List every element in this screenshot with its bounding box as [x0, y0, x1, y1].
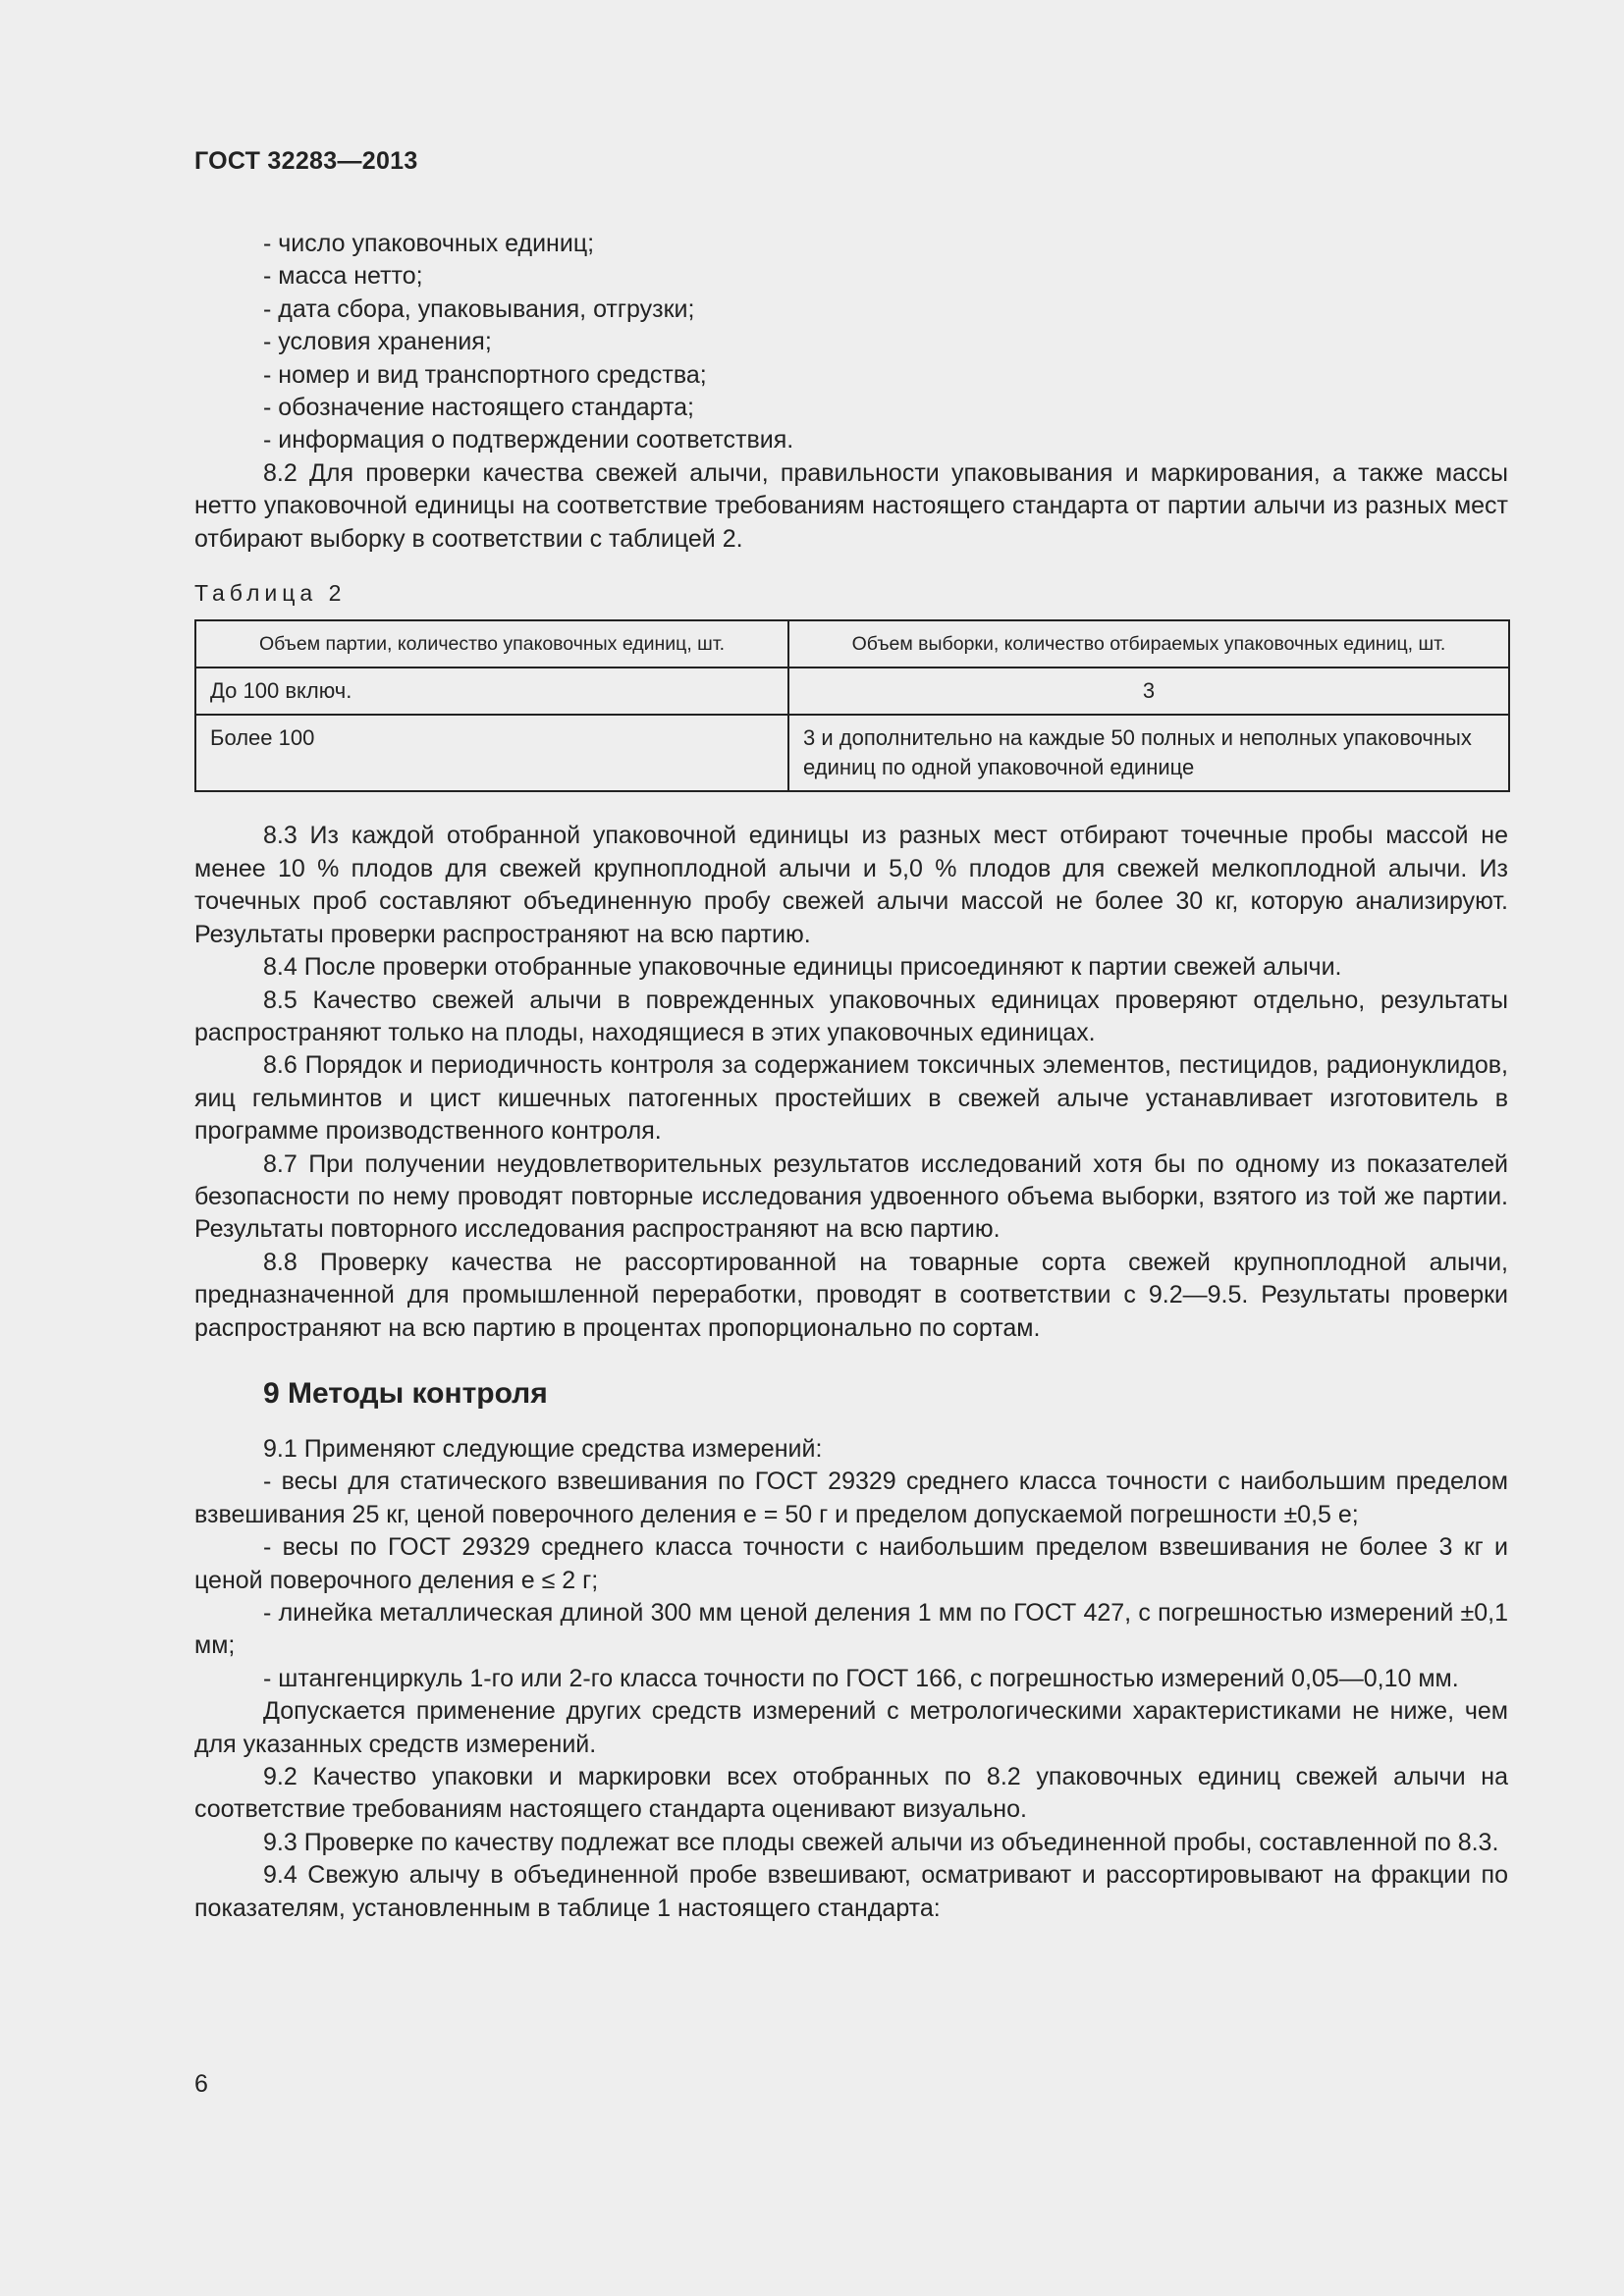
table-2 [194, 619, 1510, 792]
table-cell: 3 [788, 667, 1509, 715]
document-header: ГОСТ 32283—2013 [194, 147, 418, 175]
list-item: - линейка металлическая длиной 300 мм ценой деления 1 мм по ГОСТ 427, с погрешностью измерений ±0,1 мм; [194, 1599, 1508, 1660]
page-number: 6 [194, 2070, 208, 2098]
list-item: - обозначение настоящего стандарта; [263, 394, 694, 422]
table-row [195, 715, 1509, 791]
paragraph-8-5: 8.5 Качество свежей алычи в поврежденных упаковочных единицах проверяют отдельно, результаты распространяют только на плоды, находящиеся в этих упаковочных единицах. [194, 986, 1508, 1046]
paragraph-9-1: 9.1 Применяют следующие средства измерений: [263, 1434, 823, 1463]
list-item: - весы для статического взвешивания по ГОСТ 29329 среднего класса точности с наибольшим пределом взвешивания 25 кг, ценой поверочного деления е = 50 г и пределом допускаемой погрешности ±0,5 е; [194, 1468, 1508, 1528]
paragraph-8-2: 8.2 Для проверки качества свежей алычи, правильности упаковывания и маркирования, а также массы нетто упаковочной единицы на соответствие требованиям настоящего стандарта от партии алычи из разных мест отбирают выборку в соответствии с таблицей 2. [194, 458, 1508, 553]
paragraph-8-7: 8.7 При получении неудовлетворительных результатов исследований хотя бы по одному из показателей безопасности по нему проводят повторные исследования удвоенного объема выборки, взятого из той же партии. Результаты повторного исследования распространяют на всю партию. [194, 1149, 1508, 1244]
column-header: Объем партии, количество упаковочных единиц, шт. [195, 620, 788, 667]
list-item: - масса нетто; [263, 262, 423, 291]
list-item: - номер и вид транспортного средства; [263, 360, 707, 389]
table-cell: Более 100 [195, 715, 788, 791]
paragraph-8-8: 8.8 Проверку качества не рассортированной на товарные сорта свежей крупноплодной алычи, предназначенной для промышленной переработки, проводят в соответствии с 9.2—9.5. Результаты проверки распространяют на всю партию в процентах пропорционально по сортам. [194, 1248, 1508, 1342]
paragraph-8-6: 8.6 Порядок и периодичность контроля за содержанием токсичных элементов, пестицидов, радионуклидов, яиц гельминтов и цист кишечных патогенных простейших в свежей алыче устанавливает изготовитель в программе производственного контроля. [194, 1051, 1508, 1146]
paragraph-8-4: 8.4 После проверки отобранные упаковочные единицы присоединяют к партии свежей алычи. [263, 953, 1342, 982]
table-header-row [195, 620, 1509, 667]
document-body [194, 228, 1508, 1925]
list-item: - условия хранения; [263, 328, 492, 356]
table-cell: 3 и дополнительно на каждые 50 полных и неполных упаковочных единиц по одной упаковочной единице [788, 715, 1509, 791]
column-header: Объем выборки, количество отбираемых упаковочных единиц, шт. [788, 620, 1509, 667]
list-item: - весы по ГОСТ 29329 среднего класса точности с наибольшим пределом взвешивания не более 3 кг и ценой поверочного деления е ≤ 2 г; [194, 1533, 1508, 1594]
paragraph-allowed: Допускается применение других средств измерений с метрологическими характеристиками не ниже, чем для указанных средств измерений. [194, 1697, 1508, 1758]
paragraph-9-2: 9.2 Качество упаковки и маркировки всех отобранных по 8.2 упаковочных единиц свежей алычи на соответствие требованиям настоящего стандарта оценивают визуально. [194, 1763, 1508, 1824]
table-cell: До 100 включ. [195, 667, 788, 715]
paragraph-9-4: 9.4 Свежую алычу в объединенной пробе взвешивают, осматривают и рассортировывают на фракции по показателям, установленным в таблице 1 настоящего стандарта: [194, 1861, 1508, 1922]
paragraph-8-3: 8.3 Из каждой отобранной упаковочной единицы из разных мест отбирают точечные пробы массой не менее 10 % плодов для свежей крупноплодной алычи и 5,0 % плодов для свежей мелкоплодной алычи. Из точечных проб составляют объединенную пробу свежей алычи массой не более 30 кг, которую анализируют. Результаты проверки распространяют на всю партию. [194, 822, 1508, 948]
list-item: - штангенциркуль 1-го или 2-го класса точности по ГОСТ 166, с погрешностью измерений 0,05—0,10 мм. [263, 1664, 1459, 1692]
list-item: - дата сбора, упаковывания, отгрузки; [263, 294, 695, 323]
section-title: 9 Методы контроля [263, 1376, 548, 1410]
list-item: - число упаковочных единиц; [263, 230, 595, 257]
table-row [195, 667, 1509, 715]
list-item: - информация о подтверждении соответствия. [263, 426, 794, 454]
table-caption: Таблица 2 [194, 580, 347, 607]
paragraph-9-3: 9.3 Проверке по качеству подлежат все плоды свежей алычи из объединенной пробы, составленной по 8.3. [263, 1828, 1499, 1856]
